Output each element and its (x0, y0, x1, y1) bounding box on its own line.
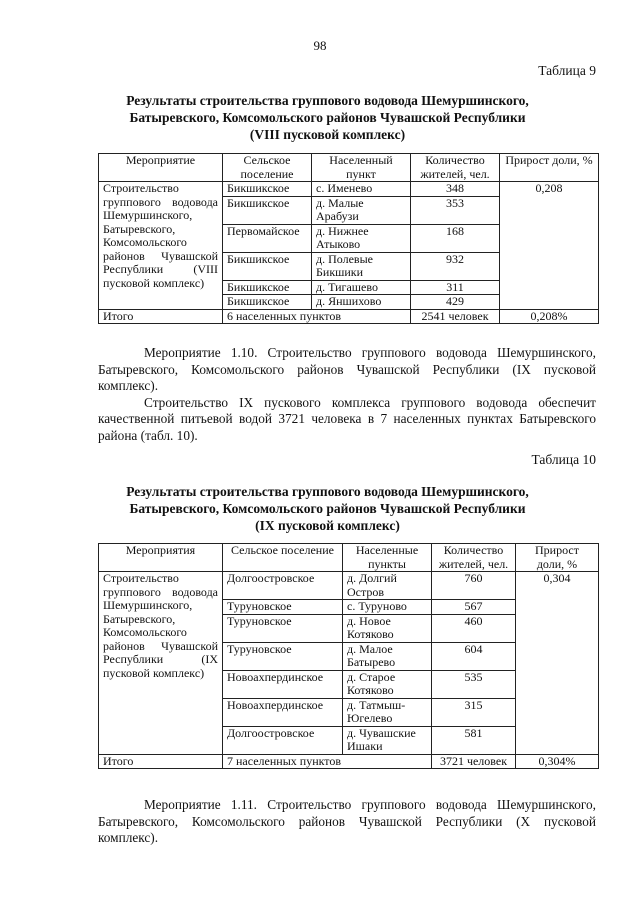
residents-cell: 429 (411, 295, 500, 310)
body-text-2 (98, 797, 596, 847)
locality-cell: д. Яншихово (312, 295, 411, 310)
settlement-cell: Новоахпердинское (223, 670, 343, 698)
locality-cell: д. Малые Арабузи (312, 196, 411, 224)
residents-cell: 581 (432, 726, 516, 754)
total-row (99, 754, 599, 769)
total-label: Итого (99, 754, 223, 769)
locality-cell: д. Тигашево (312, 280, 411, 295)
locality-cell: с. Именево (312, 182, 411, 197)
table10-title-line: Батыревского, Комсомольского районов Чувашской Республики (129, 501, 526, 516)
settlement-cell: Бикшикское (223, 252, 312, 280)
column-header: Населенные пункты (343, 544, 432, 572)
measure-cell: Строительство группового водовода Шемуршинского, Батыревского, Комсомольского районов Чувашской Республики (VIII пусковой комплекс) (99, 182, 223, 310)
settlement-cell: Бикшикское (223, 280, 312, 295)
column-header: Количество жителей, чел. (432, 544, 516, 572)
residents-cell: 353 (411, 196, 500, 224)
total-growth: 0,304% (516, 754, 599, 769)
table9-label: Таблица 9 (538, 63, 596, 78)
residents-cell: 567 (432, 600, 516, 615)
locality-cell: д. Нижнее Атыково (312, 224, 411, 252)
page-number: 98 (313, 38, 327, 53)
total-label: Итого (99, 309, 223, 324)
settlement-cell: Долгоостровское (223, 572, 343, 600)
column-header: Сельское поселение (223, 544, 343, 572)
body-text-1 (98, 345, 596, 444)
column-header: Прирост доли, % (516, 544, 599, 572)
paragraph: Строительство IX пускового комплекса группового водовода обеспечит качественной питьевой водой 3721 человека в 7 населенных пунктах Батыревского района (табл. 10). (98, 394, 596, 443)
residents-cell: 315 (432, 698, 516, 726)
settlement-cell: Новоахпердинское (223, 698, 343, 726)
table9-title-line: Батыревского, Комсомольского районов Чувашской Республики (129, 110, 526, 125)
growth-cell: 0,304 (516, 572, 599, 755)
table10-title-line: (IX пусковой комплекс) (255, 518, 400, 533)
settlement-cell: Туруновское (223, 600, 343, 615)
residents-cell: 348 (411, 182, 500, 197)
table9 (98, 153, 599, 324)
locality-cell: д. Татмыш-Югелево (343, 698, 432, 726)
residents-cell: 460 (432, 614, 516, 642)
paragraph: Мероприятие 1.10. Строительство группового водовода Шемуршинского, Батыревского, Комсомольского районов Чувашской Республики (IX пусковой комплекс). (98, 345, 596, 393)
growth-cell: 0,208 (500, 182, 599, 310)
paragraph: Мероприятие 1.11. Строительство группового водовода Шемуршинского, Батыревского, Комсомольского районов Чувашской Республики (X пусковой комплекс). (98, 797, 596, 845)
table9-title-line: Результаты строительства группового водовода Шемуршинского, (126, 93, 529, 108)
table10-label: Таблица 10 (531, 452, 596, 467)
table10-title-line: Результаты строительства группового водовода Шемуршинского, (126, 484, 529, 499)
locality-cell: д. Малое Батырево (343, 642, 432, 670)
settlement-cell: Бикшикское (223, 196, 312, 224)
residents-cell: 311 (411, 280, 500, 295)
column-header: Населенный пункт (312, 154, 411, 182)
residents-cell: 932 (411, 252, 500, 280)
column-header: Мероприятие (99, 154, 223, 182)
total-residents: 2541 человек (411, 309, 500, 324)
total-residents: 3721 человек (432, 754, 516, 769)
settlement-cell: Туруновское (223, 614, 343, 642)
column-header: Количество жителей, чел. (411, 154, 500, 182)
residents-cell: 760 (432, 572, 516, 600)
table-row (99, 182, 599, 197)
residents-cell: 535 (432, 670, 516, 698)
locality-cell: д. Долгий Остров (343, 572, 432, 600)
table10 (98, 543, 599, 769)
measure-cell: Строительство группового водовода Шемуршинского, Батыревского, Комсомольского районов Чувашской Республики (IX пусковой комплекс) (99, 572, 223, 755)
column-header: Мероприятия (99, 544, 223, 572)
residents-cell: 604 (432, 642, 516, 670)
total-row (99, 309, 599, 324)
total-places: 7 населенных пунктов (223, 754, 432, 769)
settlement-cell: Первомайское (223, 224, 312, 252)
total-growth: 0,208% (500, 309, 599, 324)
table-row (99, 572, 599, 600)
locality-cell: с. Туруново (343, 600, 432, 615)
table-header-row (99, 154, 599, 182)
total-places: 6 населенных пунктов (223, 309, 411, 324)
residents-cell: 168 (411, 224, 500, 252)
settlement-cell: Бикшикское (223, 182, 312, 197)
table-header-row (99, 544, 599, 572)
column-header: Сельское поселение (223, 154, 312, 182)
locality-cell: д. Новое Котяково (343, 614, 432, 642)
locality-cell: д. Полевые Бикшики (312, 252, 411, 280)
table9-title-line: (VIII пусковой комплекс) (249, 127, 406, 142)
table10-title (100, 483, 555, 534)
settlement-cell: Туруновское (223, 642, 343, 670)
locality-cell: д. Старое Котяково (343, 670, 432, 698)
column-header: Прирост доли, % (500, 154, 599, 182)
table9-title (100, 92, 555, 143)
settlement-cell: Бикшикское (223, 295, 312, 310)
settlement-cell: Долгоостровское (223, 726, 343, 754)
locality-cell: д. Чувашские Ишаки (343, 726, 432, 754)
